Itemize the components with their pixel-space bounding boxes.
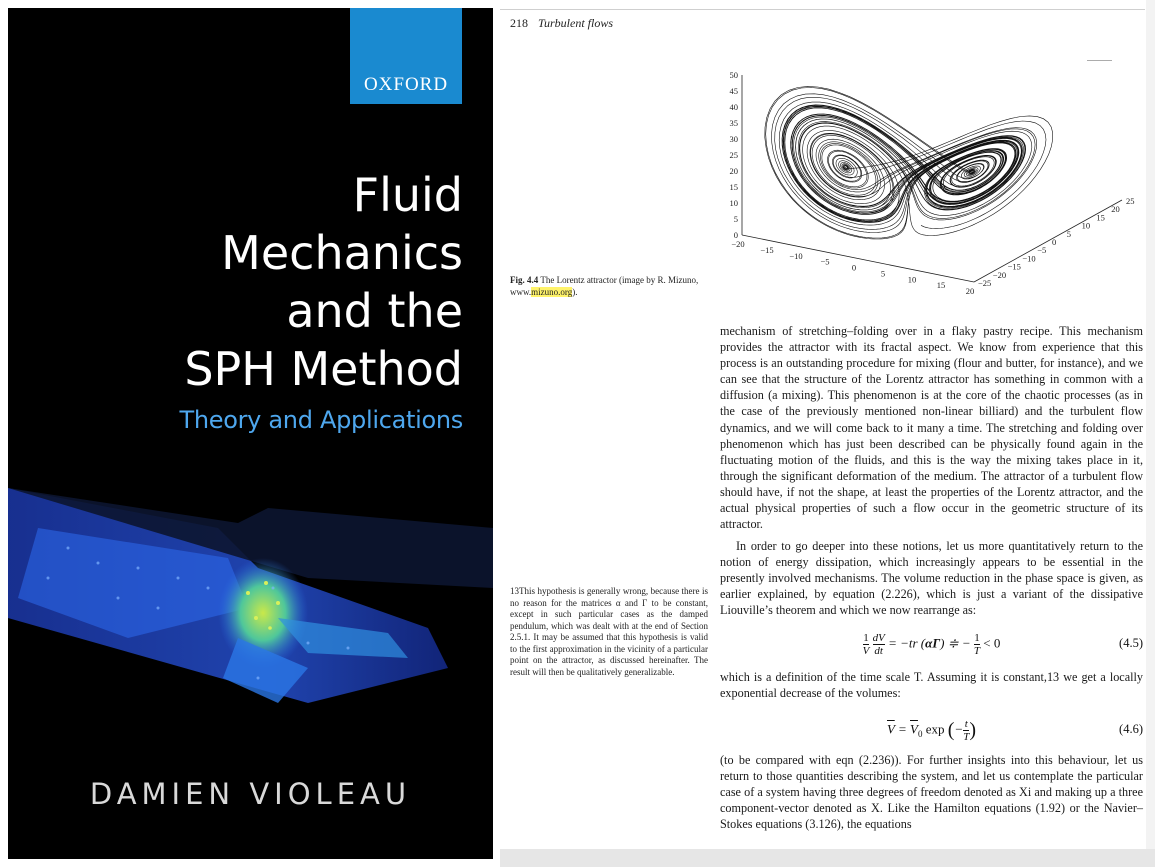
- z-tick-label: 40: [729, 102, 738, 112]
- y-tick-label: 25: [1126, 196, 1135, 206]
- equation-number: (4.5): [1119, 636, 1143, 650]
- footnote: 13This hypothesis is generally wrong, because there is no reason for the matrices α and Γ to be constant, except in such particular cases as the damped pendulum, which was dealt with at the end of Section 2.5.1. It may be assumed that this hypothesis is valid to the first approximation in the vicinity of a particular point on the attractor, as discussed hereinafter. The result will then be qualitatively generalizable.: [510, 586, 708, 677]
- equation-4-5: [720, 624, 1143, 664]
- y-tick-label: 10: [1081, 220, 1091, 231]
- z-tick-label: 35: [729, 118, 738, 128]
- x-tick-label: −20: [731, 239, 745, 249]
- x-tick-label: 20: [965, 286, 975, 296]
- equation-expression: $\overline{V} = \overline{V}_0$ exp (− $\frac{t}{T}$ ): [887, 718, 976, 743]
- z-tick-label: 50: [729, 70, 738, 80]
- equation-number: (4.6): [1119, 722, 1143, 736]
- caption-link[interactable]: mizuno.org: [531, 287, 573, 297]
- title-line: Fluid: [352, 168, 463, 222]
- attractor-trajectory: [765, 86, 1053, 239]
- title-line: Mechanics: [221, 226, 463, 280]
- equation-4-6: [720, 710, 1143, 750]
- book-author: DAMIEN VIOLEAU: [89, 777, 412, 811]
- bottom-scroll-strip: [500, 849, 1155, 867]
- z-tick-label: 10: [729, 198, 738, 208]
- body-paragraph: mechanism of stretching–folding over in a flaky pastry recipe. This mechanism provides the attractor with its fractal aspect. We know from experience that this process is an outstanding procedure for mixing (flour and butter, for instance), and we can see that the structure of the Lorentz attractor has something in common with a diffusion (a mixing). This phenomenon is at the core of the chaotic processes (as in the case of the previously mentioned non-linear billiard) and the turbulent flow dynamics, and we will come back to it many a time. The stretching and folding over phenomenon which has just been described can be physically found again in the fluctuating motion of the fluids, and this is the way the mixing takes place in it, through the significant deformation of the medium. The attractor of a turbulent flow should have, if not the shape, at least the properties of the Lorentz attractor, and the actual physical properties of such a flow occur in the geometric structure of its attractor.: [720, 324, 1143, 532]
- y-tick-label: 20: [1111, 204, 1120, 215]
- book-title: [43, 166, 463, 398]
- z-tick-label: 30: [729, 134, 738, 144]
- book-cover: [8, 8, 493, 859]
- page-number: 218: [510, 16, 528, 30]
- y-tick-label: 15: [1096, 212, 1105, 223]
- title-line: SPH Method: [184, 342, 463, 396]
- z-tick-label: 5: [733, 214, 738, 224]
- caption-text: The Lorentz attractor (image by R. Mizuno, www.: [510, 275, 699, 297]
- y-tick-label: −10: [1022, 253, 1036, 264]
- running-head: Turbulent flows: [538, 16, 614, 30]
- x-tick-label: 5: [880, 268, 886, 279]
- x-tick-label: 0: [851, 262, 857, 273]
- title-line: and the: [286, 284, 463, 338]
- body-paragraph: which is a definition of the time scale T. Assuming it is constant,13 we get a locally exponential decrease of the volumes:: [720, 670, 1143, 701]
- body-paragraph: In order to go deeper into these notions, let us more quantitatively return to the notion of energy dissipation, which increasingly appears to be essential in the presently involved mechanisms. The volume reduction in the phase space is given, as earlier explained, by equation (2.226), which is just a variant of the dissipative Liouville’s theorem and which we now rearrange as:: [720, 539, 1143, 618]
- book-page: [500, 0, 1155, 867]
- book-subtitle: Theory and Applications: [179, 406, 463, 434]
- caption-end: ).: [572, 287, 578, 297]
- z-tick-label: 15: [729, 182, 738, 192]
- page-edge: [1146, 0, 1155, 867]
- z-tick-label: 25: [729, 150, 738, 160]
- z-tick-label: 20: [729, 166, 738, 176]
- y-tick-label: −20: [992, 269, 1007, 280]
- figure-label: Fig. 4.4: [510, 275, 539, 285]
- y-tick-label: 0: [1052, 237, 1057, 247]
- x-tick-label: −5: [820, 256, 830, 267]
- equation-expression: $\frac{1}{V}$ $\frac{dV}{dt}$ = −tr (αΓ) ≑ − $\frac{1}{T}$ < 0: [862, 632, 1001, 657]
- figure-caption: [510, 274, 710, 298]
- sph-particle-simulation-image: [8, 468, 493, 708]
- header-rule: [500, 9, 1145, 10]
- body-paragraph: (to be compared with eqn (2.236)). For further insights into this behaviour, let us return to those quantities describing the system, and let us contemplate the particular case of a system having three degrees of freedom denoted as Xi and making up a three component-vector denoted as X. Like the Hamilton equations (1.92) or the Navier–Stokes equations (3.126), the equations: [720, 753, 1143, 832]
- y-tick-label: 5: [1066, 228, 1072, 239]
- x-tick-label: −15: [760, 244, 774, 255]
- z-tick-label: 45: [729, 86, 738, 96]
- x-tick-label: −10: [789, 250, 803, 261]
- publisher-logo: [350, 8, 462, 104]
- x-axis: [742, 235, 974, 285]
- z-tick-label: 0: [733, 230, 738, 240]
- attractor-curve: [765, 86, 1053, 239]
- lorenz-attractor-figure: [712, 60, 1152, 300]
- y-tick-label: −25: [978, 278, 992, 288]
- x-tick-label: 10: [907, 274, 917, 285]
- x-tick-label: 15: [936, 280, 946, 291]
- y-tick-label: −5: [1037, 245, 1047, 256]
- publisher-name: OXFORD: [363, 74, 449, 95]
- y-tick-label: −15: [1007, 261, 1021, 272]
